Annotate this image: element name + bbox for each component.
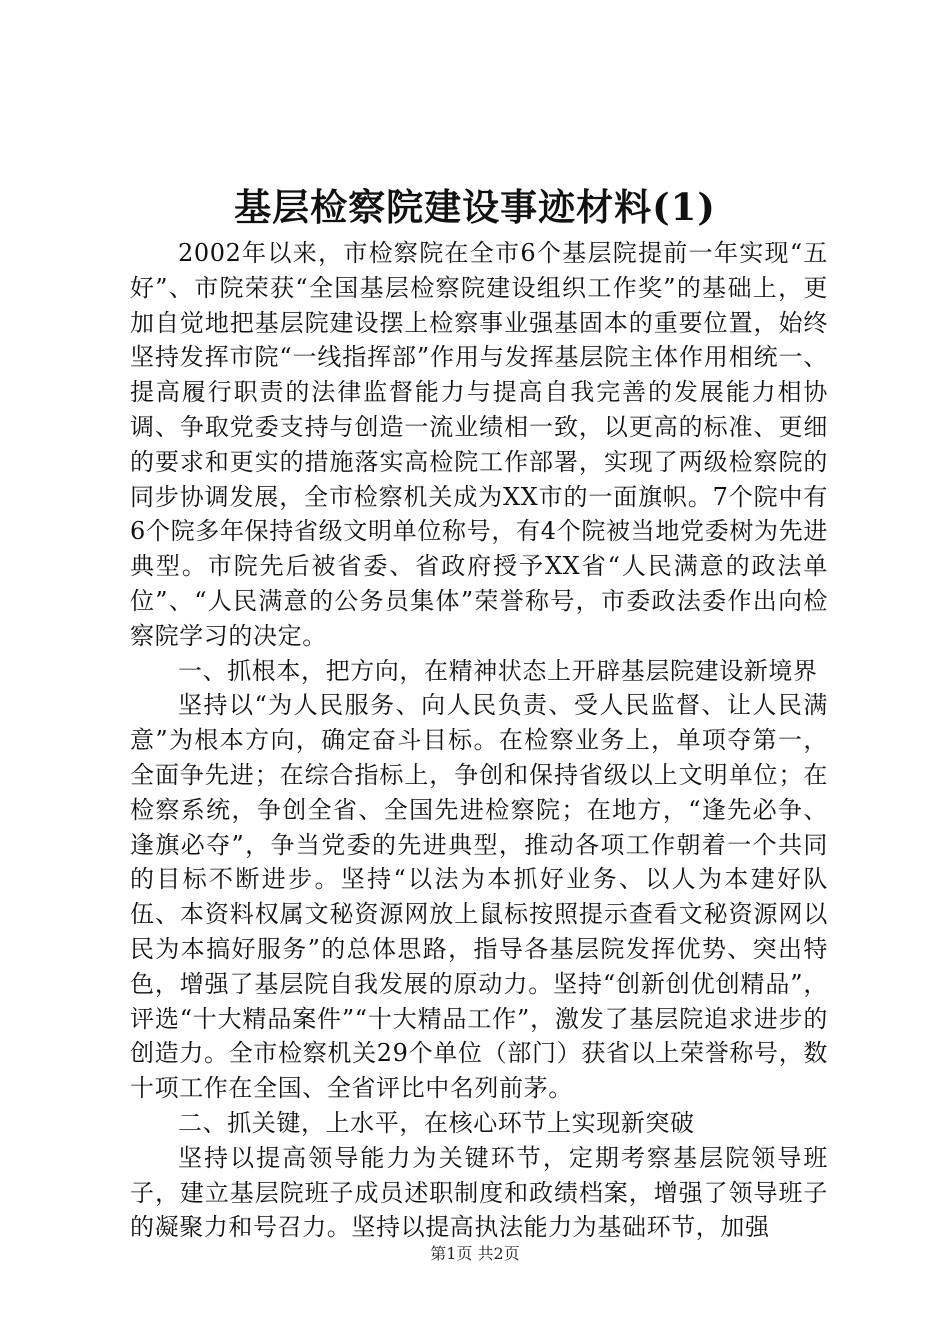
section-heading-1: 一、抓根本，把方向，在精神状态上开辟基层院建设新境界 bbox=[178, 656, 818, 685]
paragraph-section-2: 坚持以提高领导能力为关键环节，定期考察基层院领导班子，建立基层院班子成员述职制度和政绩档案，增强了领导班子的凝聚力和号召力。坚持以提高执法能力为基础环节，加强 bbox=[130, 1143, 828, 1242]
page-footer: 第1页 共2页 bbox=[430, 1244, 520, 1263]
paragraph-intro: 2002年以来，市检察院在全市6个基层院提前一年实现“五好”、市院荣获“全国基层检察院建设组织工作奖”的基础上，更加自觉地把基层院建设摆上检察事业强基固本的重要位置，始终坚持发挥市院“一线指挥部”作用与发挥基层院主体作用相统一、提高履行职责的法律监督能力与提高自我完善的发展能力相协调、争取党委支持与创造一流业绩相一致，以更高的标准、更细的要求和更实的措施落实高检院工作部署，实现了两级检察院的同步协调发展，全市检察机关成为XX市的一面旗帜。7个院中有6个院多年保持省级文明单位称号，有4个院被当地党委树为先进典型。市院先后被省委、省政府授予XX省“人民满意的政法单位”、“人民满意的公务员集体”荣誉称号，市委政法委作出向检察院学习的决定。 bbox=[130, 239, 828, 650]
document-body bbox=[130, 236, 828, 1245]
section-heading-2: 二、抓关键，上水平，在核心环节上实现新突破 bbox=[178, 1108, 695, 1137]
document-title: 基层检察院建设事迹材料(1) bbox=[234, 185, 716, 229]
paragraph-section-1: 坚持以“为人民服务、向人民负责、受人民监督、让人民满意”为根本方向，确定奋斗目标。在检察业务上，单项夺第一，全面争先进；在综合指标上，争创和保持省级以上文明单位；在检察系统，争创全省、全国先进检察院；在地方，“逢先必争、逢旗必夺”，争当党委的先进典型，推动各项工作朝着一个共同的目标不断进步。坚持“以法为本抓好业务、以人为本建好队伍、本资料权属文秘资源网放上鼠标按照提示查看文秘资源网以民为本搞好服务”的总体思路，指导各基层院发挥优势、突出特色，增强了基层院自我发展的原动力。坚持“创新创优创精品”，评选“十大精品案件”“十大精品工作”，激发了基层院追求进步的创造力。全市检察机关29个单位（部门）获省以上荣誉称号，数十项工作在全国、全省评比中名列前茅。 bbox=[130, 691, 828, 1103]
